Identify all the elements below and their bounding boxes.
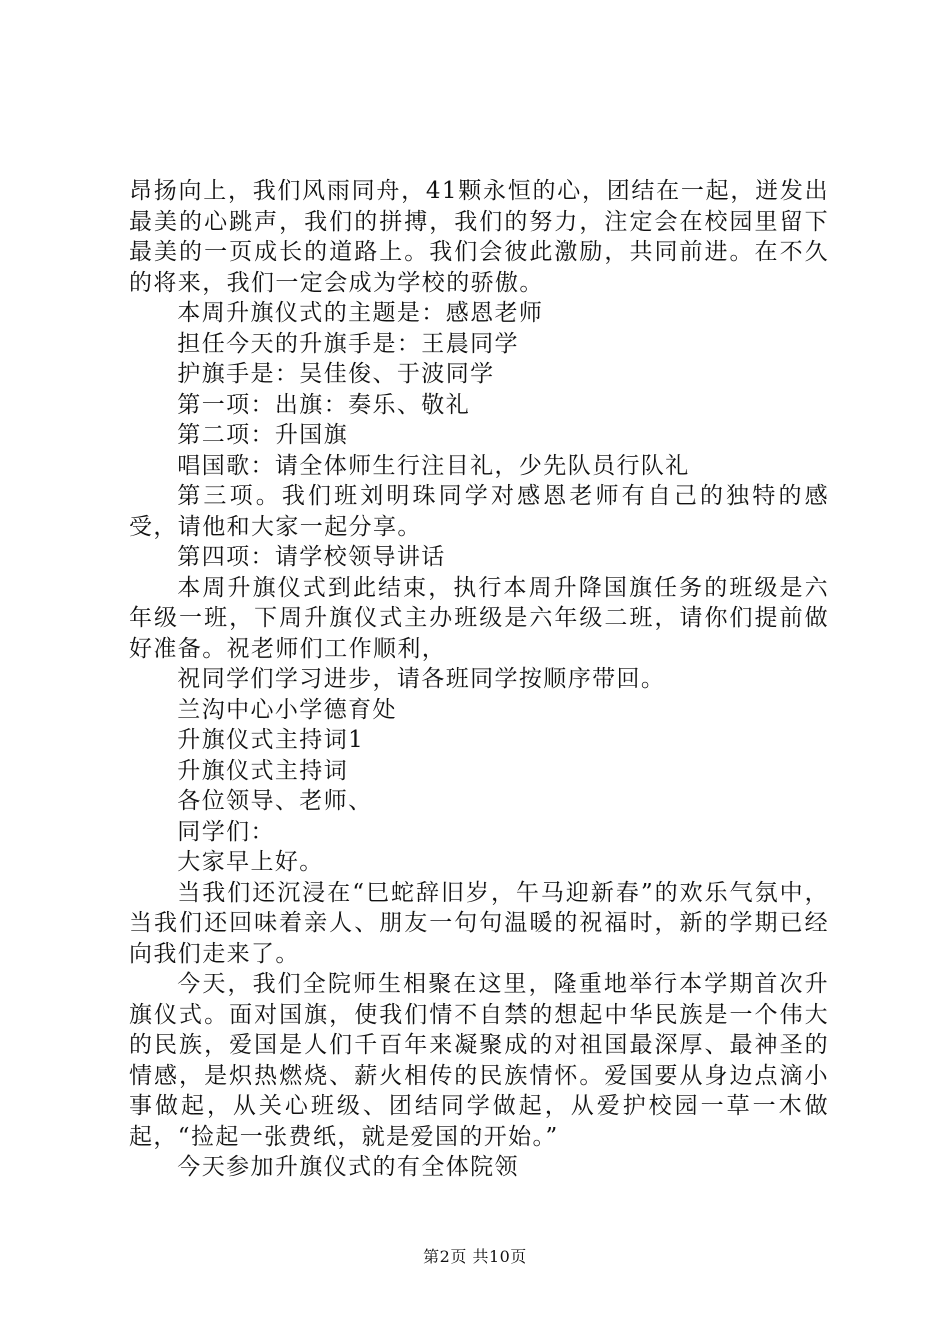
paragraph-greeting-students: 同学们：: [177, 818, 275, 845]
page-number: 第2页 共10页: [423, 1247, 527, 1266]
paragraph-item-two: 第二项：升国旗: [177, 422, 349, 448]
paragraph-greeting-leaders: 各位领导、老师、: [177, 788, 373, 814]
paragraph-anthem: 唱国歌：请全体师生行注目礼，少先队员行队礼: [177, 452, 690, 479]
paragraph-attendees: 今天参加升旗仪式的有全体院领: [177, 1154, 519, 1180]
paragraph-item-one: 第一项：出旗：奏乐、敬礼: [177, 391, 471, 418]
paragraph-item-three: 第三项。我们班刘明珠同学对感恩老师有自己的独特的感受，请他和大家一起分享。: [129, 483, 829, 540]
paragraph-good-morning: 大家早上好。: [177, 849, 324, 875]
paragraph-theme: 本周升旗仪式的主题是：感恩老师: [177, 300, 544, 326]
paragraph-continuation: 昂扬向上，我们风雨同舟，41颗永恒的心，团结在一起，迸发出最美的心跳声，我们的拼搏，我们的努力，注定会在校园里留下最美的一页成长的道路上。我们会彼此激励，共同前进。在不久的将来，我们一定会成为学校的骄傲。: [129, 178, 829, 296]
document-body: [129, 176, 829, 1183]
paragraph-patriotism: 今天，我们全院师生相聚在这里，隆重地举行本学期首次升旗仪式。面对国旗，使我们情不自禁的想起中华民族是一个伟大的民族，爱国是人们千百年来凝聚成的对祖国最深厚、最神圣的情感，是炽热燃烧、薪火相传的民族情怀。爱国要从身边点滴小事做起，从关心班级、团结同学做起，从爱护校园一草一木做起，“捡起一张费纸，就是爱国的开始。”: [129, 971, 829, 1150]
paragraph-wishes: 祝同学们学习进步，请各班同学按顺序带回。: [177, 666, 666, 692]
paragraph-flag-raiser: 担任今天的升旗手是：王晨同学: [177, 330, 519, 357]
paragraph-flag-guards: 护旗手是：吴佳俊、于波同学: [177, 361, 495, 387]
paragraph-item-four: 第四项：请学校领导讲话: [177, 544, 446, 570]
paragraph-signature: 兰沟中心小学德育处: [177, 696, 397, 723]
paragraph-new-term: 当我们还沉浸在“巳蛇辞旧岁，午马迎新春”的欢乐气氛中，当我们还回味着亲人、朋友一句句温暖的祝福时，新的学期已经向我们走来了。: [129, 879, 829, 967]
page-footer: [0, 1244, 950, 1267]
paragraph-heading-1: 升旗仪式主持词1: [177, 727, 365, 753]
paragraph-closing: 本周升旗仪式到此结束，执行本周升降国旗任务的班级是六年级一班，下周升旗仪式主办班级是六年级二班，请你们提前做好准备。祝老师们工作顺利，: [129, 574, 829, 662]
paragraph-heading-2: 升旗仪式主持词: [177, 757, 349, 784]
